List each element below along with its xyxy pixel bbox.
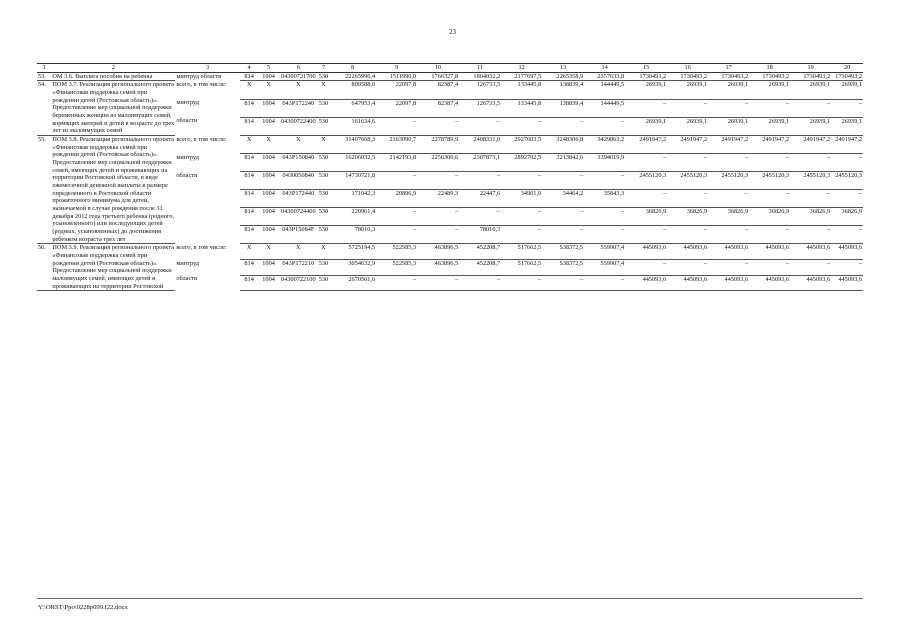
amount-cell: 559907,4 (584, 260, 625, 276)
file-path: Y:\ORST\Ppo\0228p099.f22.docx (38, 604, 128, 611)
amount-cell: – (667, 260, 708, 276)
amount-cell: 14730721,8 (329, 172, 376, 190)
code-cell: X (258, 81, 278, 99)
amount-cell: – (459, 117, 501, 135)
code-cell: 04300722100 (279, 275, 318, 291)
budget-table (37, 63, 863, 291)
code-cell: 530 (318, 72, 329, 80)
code-cell: 814 (240, 172, 258, 190)
amount-cell: 1730493,2 (708, 72, 749, 81)
column-number: 4 (240, 64, 258, 73)
code-cell: 1004 (258, 99, 278, 117)
code-cell: 0430050840 (279, 172, 318, 190)
column-number: 1 (37, 64, 51, 73)
amount-cell: 2927603,5 (501, 136, 542, 154)
amount-cell: 445093,6 (625, 275, 667, 291)
amount-cell: 2491947,2 (667, 136, 708, 154)
amount-cell: 171042,3 (329, 190, 376, 208)
amount-cell: 517662,5 (501, 260, 542, 276)
amount-cell: – (459, 275, 501, 291)
amount-cell: 452208,7 (459, 260, 501, 276)
amount-cell: 445093,6 (625, 244, 667, 260)
code-cell: 04300722400 (279, 117, 318, 135)
column-number: 16 (667, 64, 708, 73)
amount-cell: – (667, 226, 708, 244)
code-cell: 814 (240, 154, 258, 172)
amount-cell: 463896,5 (417, 244, 459, 260)
amount-cell: 2455120,3 (831, 172, 863, 190)
column-number: 13 (542, 64, 584, 73)
amount-cell: 126733,5 (459, 81, 501, 99)
amount-cell: 22447,6 (459, 190, 501, 208)
amount-cell: – (584, 275, 625, 291)
code-cell: 814 (240, 99, 258, 117)
amount-cell: 1511990,0 (376, 72, 417, 81)
amount-cell: 463896,5 (417, 260, 459, 276)
amount-cell: – (542, 172, 584, 190)
amount-cell: – (831, 190, 863, 208)
funding-source: минтруд (176, 259, 199, 267)
amount-cell: – (708, 99, 749, 117)
amount-cell: 26939,1 (625, 117, 667, 135)
amount-cell: 133445,8 (501, 81, 542, 99)
amount-cell: 2256300,6 (417, 154, 459, 172)
code-cell: X (240, 136, 258, 154)
code-cell: 530 (318, 117, 329, 135)
code-cell: 1004 (258, 190, 278, 208)
code-cell: 814 (240, 72, 258, 81)
page-number: 23 (449, 28, 456, 36)
amount-cell: 78010,3 (459, 226, 501, 244)
measure-description: ОМ 3.6. Выплата пособия на ребенка (51, 72, 175, 81)
amount-cell: 2455120,3 (749, 172, 790, 190)
code-cell: X (318, 244, 329, 260)
amount-cell: 35843,3 (584, 190, 625, 208)
code-cell: 814 (240, 117, 258, 135)
amount-cell: – (459, 208, 501, 226)
amount-cell: – (667, 190, 708, 208)
code-cell: 043P172440 (279, 190, 318, 208)
table-row (37, 244, 863, 260)
amount-cell: – (417, 208, 459, 226)
measure-description: ПОМ 3.8. Реализация регионального проекта «Финансовая поддержка семей при рождении детей (Ростовская область)». Предоставление мер социальной поддержки семей, имеющих детей и проживающих на территории Ростовской области, в виде ежемесячной денежной выплаты в размере определенного в Ростовской области прожиточного минимума для детей, назначаемой в случае рождения после 31 декабря 2012 года третьего ребенка (родного, усыновленного) или последующих детей (родных, усыновленных) до достижения ребенком возраста трех лет (52, 136, 175, 243)
code-cell: 530 (318, 172, 329, 190)
amount-cell: 445093,6 (667, 275, 708, 291)
amount-cell: 452208,7 (459, 244, 501, 260)
table-row (37, 72, 863, 81)
amount-cell: – (542, 275, 584, 291)
code-cell: 814 (240, 275, 258, 291)
amount-cell: 26939,1 (708, 117, 749, 135)
amount-cell: 445093,6 (749, 244, 790, 260)
amount-cell: 517662,5 (501, 244, 542, 260)
code-cell: 530 (318, 260, 329, 276)
funding-source: всего, в том числе: (176, 243, 227, 251)
amount-cell: 144449,5 (584, 81, 625, 99)
code-cell: 530 (318, 275, 329, 291)
amount-cell: 1730493,2 (625, 72, 667, 81)
amount-cell: – (749, 154, 790, 172)
funding-source (175, 208, 240, 226)
code-cell: X (240, 244, 258, 260)
amount-cell: 36826,9 (790, 208, 831, 226)
amount-cell: – (749, 226, 790, 244)
column-number: 5 (258, 64, 278, 73)
amount-cell: – (501, 208, 542, 226)
amount-cell: 2265358,9 (542, 72, 584, 81)
amount-cell: 3248306,8 (542, 136, 584, 154)
amount-cell: 1730493,2 (790, 72, 831, 81)
amount-cell: – (708, 190, 749, 208)
amount-cell: – (417, 226, 459, 244)
amount-cell: – (749, 260, 790, 276)
amount-cell: 2491947,2 (831, 136, 863, 154)
amount-cell: – (501, 275, 542, 291)
amount-cell: – (790, 99, 831, 117)
amount-cell: 559907,4 (584, 244, 625, 260)
code-cell: 043P150840 (279, 154, 318, 172)
funding-source (175, 190, 240, 208)
code-cell: X (279, 244, 318, 260)
amount-cell: 26939,1 (831, 117, 863, 135)
amount-cell: 1730493,2 (749, 72, 790, 81)
amount-cell: 2892702,5 (501, 154, 542, 172)
amount-cell: 522585,3 (376, 244, 417, 260)
amount-cell: 538372,5 (542, 244, 584, 260)
amount-cell: 26939,1 (790, 117, 831, 135)
column-number: 10 (417, 64, 459, 73)
amount-cell: 26939,1 (667, 117, 708, 135)
amount-cell: – (625, 260, 667, 276)
amount-cell: – (790, 154, 831, 172)
code-cell: 043P172210 (279, 260, 318, 276)
amount-cell: 2491947,2 (749, 136, 790, 154)
code-cell: 814 (240, 260, 258, 276)
amount-cell: – (831, 99, 863, 117)
amount-cell: 26939,1 (749, 117, 790, 135)
amount-cell: 34464,2 (542, 190, 584, 208)
funding-source: всего, в том числе: (176, 135, 227, 143)
code-cell: 043P15084F (279, 226, 318, 244)
column-number: 6 (279, 64, 318, 73)
amount-cell: 26939,1 (708, 81, 749, 99)
amount-cell: – (417, 275, 459, 291)
amount-cell: – (625, 190, 667, 208)
amount-cell: 1730493,2 (667, 72, 708, 81)
amount-cell: 2455120,3 (625, 172, 667, 190)
amount-cell: – (584, 226, 625, 244)
code-cell: 1004 (258, 117, 278, 135)
amount-cell: – (667, 154, 708, 172)
amount-cell: – (625, 99, 667, 117)
code-cell: X (318, 136, 329, 154)
amount-cell: – (625, 226, 667, 244)
amount-cell: – (417, 117, 459, 135)
amount-cell: 1730493,2 (831, 72, 863, 81)
code-cell: 814 (240, 208, 258, 226)
amount-cell: 445093,6 (790, 244, 831, 260)
amount-cell: 2491947,2 (790, 136, 831, 154)
amount-cell: 445093,6 (831, 244, 863, 260)
row-number: 56. (37, 244, 51, 291)
amount-cell: 2491947,2 (625, 136, 667, 154)
funding-source: минтруд (176, 99, 199, 107)
amount-cell: 809588,0 (329, 81, 376, 99)
code-cell: 1004 (258, 226, 278, 244)
amount-cell: – (376, 117, 417, 135)
table-row (37, 81, 863, 99)
amount-cell: 2455120,3 (708, 172, 749, 190)
amount-cell: 26939,1 (749, 81, 790, 99)
funding-source: минтруд (176, 153, 199, 161)
code-cell: 043P172240 (279, 99, 318, 117)
funding-source: области (176, 117, 198, 125)
amount-cell: 3394019,9 (584, 154, 625, 172)
amount-cell: – (501, 172, 542, 190)
code-cell: 814 (240, 190, 258, 208)
amount-cell: 138839,4 (542, 81, 584, 99)
code-cell: X (318, 81, 329, 99)
code-cell: 1004 (258, 208, 278, 226)
code-cell: 1004 (258, 72, 278, 81)
amount-cell: 34901,0 (501, 190, 542, 208)
row-number: 55. (37, 136, 51, 244)
amount-cell: 1766327,8 (417, 72, 459, 81)
amount-cell: 647953,4 (329, 99, 376, 117)
amount-cell: – (708, 260, 749, 276)
measure-description: ПОМ 3.9. Реализация регионального проекта «Финансовая поддержка семей при рождении детей (Ростовская область)». Предоставление мер социальной поддержки малоимущих семей, имеющих детей и проживающих на территории Ростовской (52, 244, 174, 290)
amount-cell: – (501, 226, 542, 244)
column-number: 7 (318, 64, 329, 73)
amount-cell: – (584, 208, 625, 226)
funding-source: области (176, 171, 198, 179)
code-cell: X (279, 136, 318, 154)
column-number-row (37, 64, 863, 73)
funding-source: минтруд области (176, 72, 222, 80)
amount-cell: – (708, 226, 749, 244)
amount-cell: 22489,3 (417, 190, 459, 208)
amount-cell: 36826,9 (831, 208, 863, 226)
amount-cell: 26939,1 (625, 81, 667, 99)
amount-cell: 138839,4 (542, 99, 584, 117)
amount-cell: – (790, 226, 831, 244)
amount-cell: 220961,4 (329, 208, 376, 226)
code-cell: 530 (318, 190, 329, 208)
amount-cell: 2491947,2 (708, 136, 749, 154)
amount-cell: 2142193,8 (376, 154, 417, 172)
amount-cell: 20896,9 (376, 190, 417, 208)
bottom-rule (37, 598, 863, 599)
column-number: 15 (625, 64, 667, 73)
amount-cell: – (625, 154, 667, 172)
code-cell: 530 (318, 99, 329, 117)
code-cell: 04300724400 (279, 208, 318, 226)
amount-cell: – (542, 226, 584, 244)
amount-cell: 161634,6 (329, 117, 376, 135)
amount-cell: 31407668,3 (329, 136, 376, 154)
amount-cell: 26939,1 (667, 81, 708, 99)
amount-cell: 3054632,9 (329, 260, 376, 276)
amount-cell: 36826,9 (749, 208, 790, 226)
code-cell: 1004 (258, 275, 278, 291)
amount-cell: – (584, 117, 625, 135)
amount-cell: 36826,9 (708, 208, 749, 226)
amount-cell: – (459, 172, 501, 190)
code-cell: 04300721700 (279, 72, 318, 81)
measure-description: ПОМ 3.7. Реализация регионального проекта «Финансовая поддержка семей при рождении детей (Ростовская область)». Предоставление мер социальной поддержки беременных женщин из малоимущих семей, кормящих матерей и детей в возрасте до трех лет из малоимущих семей (52, 81, 175, 135)
amount-cell: 22097,8 (376, 81, 417, 99)
amount-cell: 16206032,5 (329, 154, 376, 172)
amount-cell: 22097,8 (376, 99, 417, 117)
amount-cell: 522585,3 (376, 260, 417, 276)
column-number: 9 (376, 64, 417, 73)
table-row (37, 136, 863, 154)
amount-cell: 445093,6 (749, 275, 790, 291)
amount-cell: 82387,4 (417, 99, 459, 117)
amount-cell: 2357633,8 (584, 72, 625, 81)
code-cell: 530 (318, 208, 329, 226)
amount-cell: 2670561,6 (329, 275, 376, 291)
amount-cell: – (667, 99, 708, 117)
code-cell: 530 (318, 154, 329, 172)
amount-cell: 445093,6 (790, 275, 831, 291)
amount-cell: 2163090,7 (376, 136, 417, 154)
amount-cell: – (790, 190, 831, 208)
amount-cell: 5725194,5 (329, 244, 376, 260)
column-number: 2 (51, 64, 175, 73)
amount-cell: 2177697,5 (501, 72, 542, 81)
amount-cell: 445093,6 (708, 244, 749, 260)
code-cell: X (240, 81, 258, 99)
code-cell: 530 (318, 226, 329, 244)
amount-cell: – (501, 117, 542, 135)
amount-cell: 2408331,0 (459, 136, 501, 154)
amount-cell: 1804032,2 (459, 72, 501, 81)
amount-cell: – (376, 208, 417, 226)
amount-cell: – (376, 275, 417, 291)
code-cell: 1004 (258, 172, 278, 190)
amount-cell: – (749, 190, 790, 208)
amount-cell: – (542, 117, 584, 135)
amount-cell: 445093,6 (667, 244, 708, 260)
column-number: 19 (790, 64, 831, 73)
column-number: 12 (501, 64, 542, 73)
row-number: 53. (37, 72, 51, 81)
amount-cell: 3429863,2 (584, 136, 625, 154)
amount-cell: 26939,1 (831, 81, 863, 99)
amount-cell: 3213842,6 (542, 154, 584, 172)
amount-cell: – (376, 172, 417, 190)
column-number: 11 (459, 64, 501, 73)
code-cell: 1004 (258, 154, 278, 172)
amount-cell: 144449,5 (584, 99, 625, 117)
amount-cell: – (831, 260, 863, 276)
column-number: 3 (175, 64, 240, 73)
amount-cell: 78010,3 (329, 226, 376, 244)
code-cell: X (258, 136, 278, 154)
amount-cell: 2307873,1 (459, 154, 501, 172)
column-number: 14 (584, 64, 625, 73)
amount-cell: 445093,6 (708, 275, 749, 291)
amount-cell: 538372,5 (542, 260, 584, 276)
code-cell: 1004 (258, 260, 278, 276)
funding-source (175, 226, 240, 244)
amount-cell: 126733,5 (459, 99, 501, 117)
amount-cell: 2278789,9 (417, 136, 459, 154)
amount-cell: – (376, 226, 417, 244)
funding-source: области (176, 275, 198, 283)
amount-cell: – (749, 99, 790, 117)
row-number: 54. (37, 81, 51, 136)
amount-cell: 445093,6 (831, 275, 863, 291)
funding-source: всего, в том числе: (176, 80, 227, 88)
code-cell: X (279, 81, 318, 99)
amount-cell: 36826,9 (667, 208, 708, 226)
column-number: 20 (831, 64, 863, 73)
amount-cell: – (831, 154, 863, 172)
code-cell: 814 (240, 226, 258, 244)
amount-cell: 82387,4 (417, 81, 459, 99)
column-number: 18 (749, 64, 790, 73)
amount-cell: 2455120,3 (667, 172, 708, 190)
code-cell: X (258, 244, 278, 260)
amount-cell: 36826,9 (625, 208, 667, 226)
amount-cell: – (708, 154, 749, 172)
amount-cell: 133445,8 (501, 99, 542, 117)
amount-cell: – (584, 172, 625, 190)
amount-cell: 26939,1 (790, 81, 831, 99)
amount-cell: – (542, 208, 584, 226)
amount-cell: 2455120,3 (790, 172, 831, 190)
amount-cell: 22265996,4 (329, 72, 376, 81)
column-number: 8 (329, 64, 376, 73)
amount-cell: – (790, 260, 831, 276)
amount-cell: – (417, 172, 459, 190)
column-number: 17 (708, 64, 749, 73)
amount-cell: – (831, 226, 863, 244)
